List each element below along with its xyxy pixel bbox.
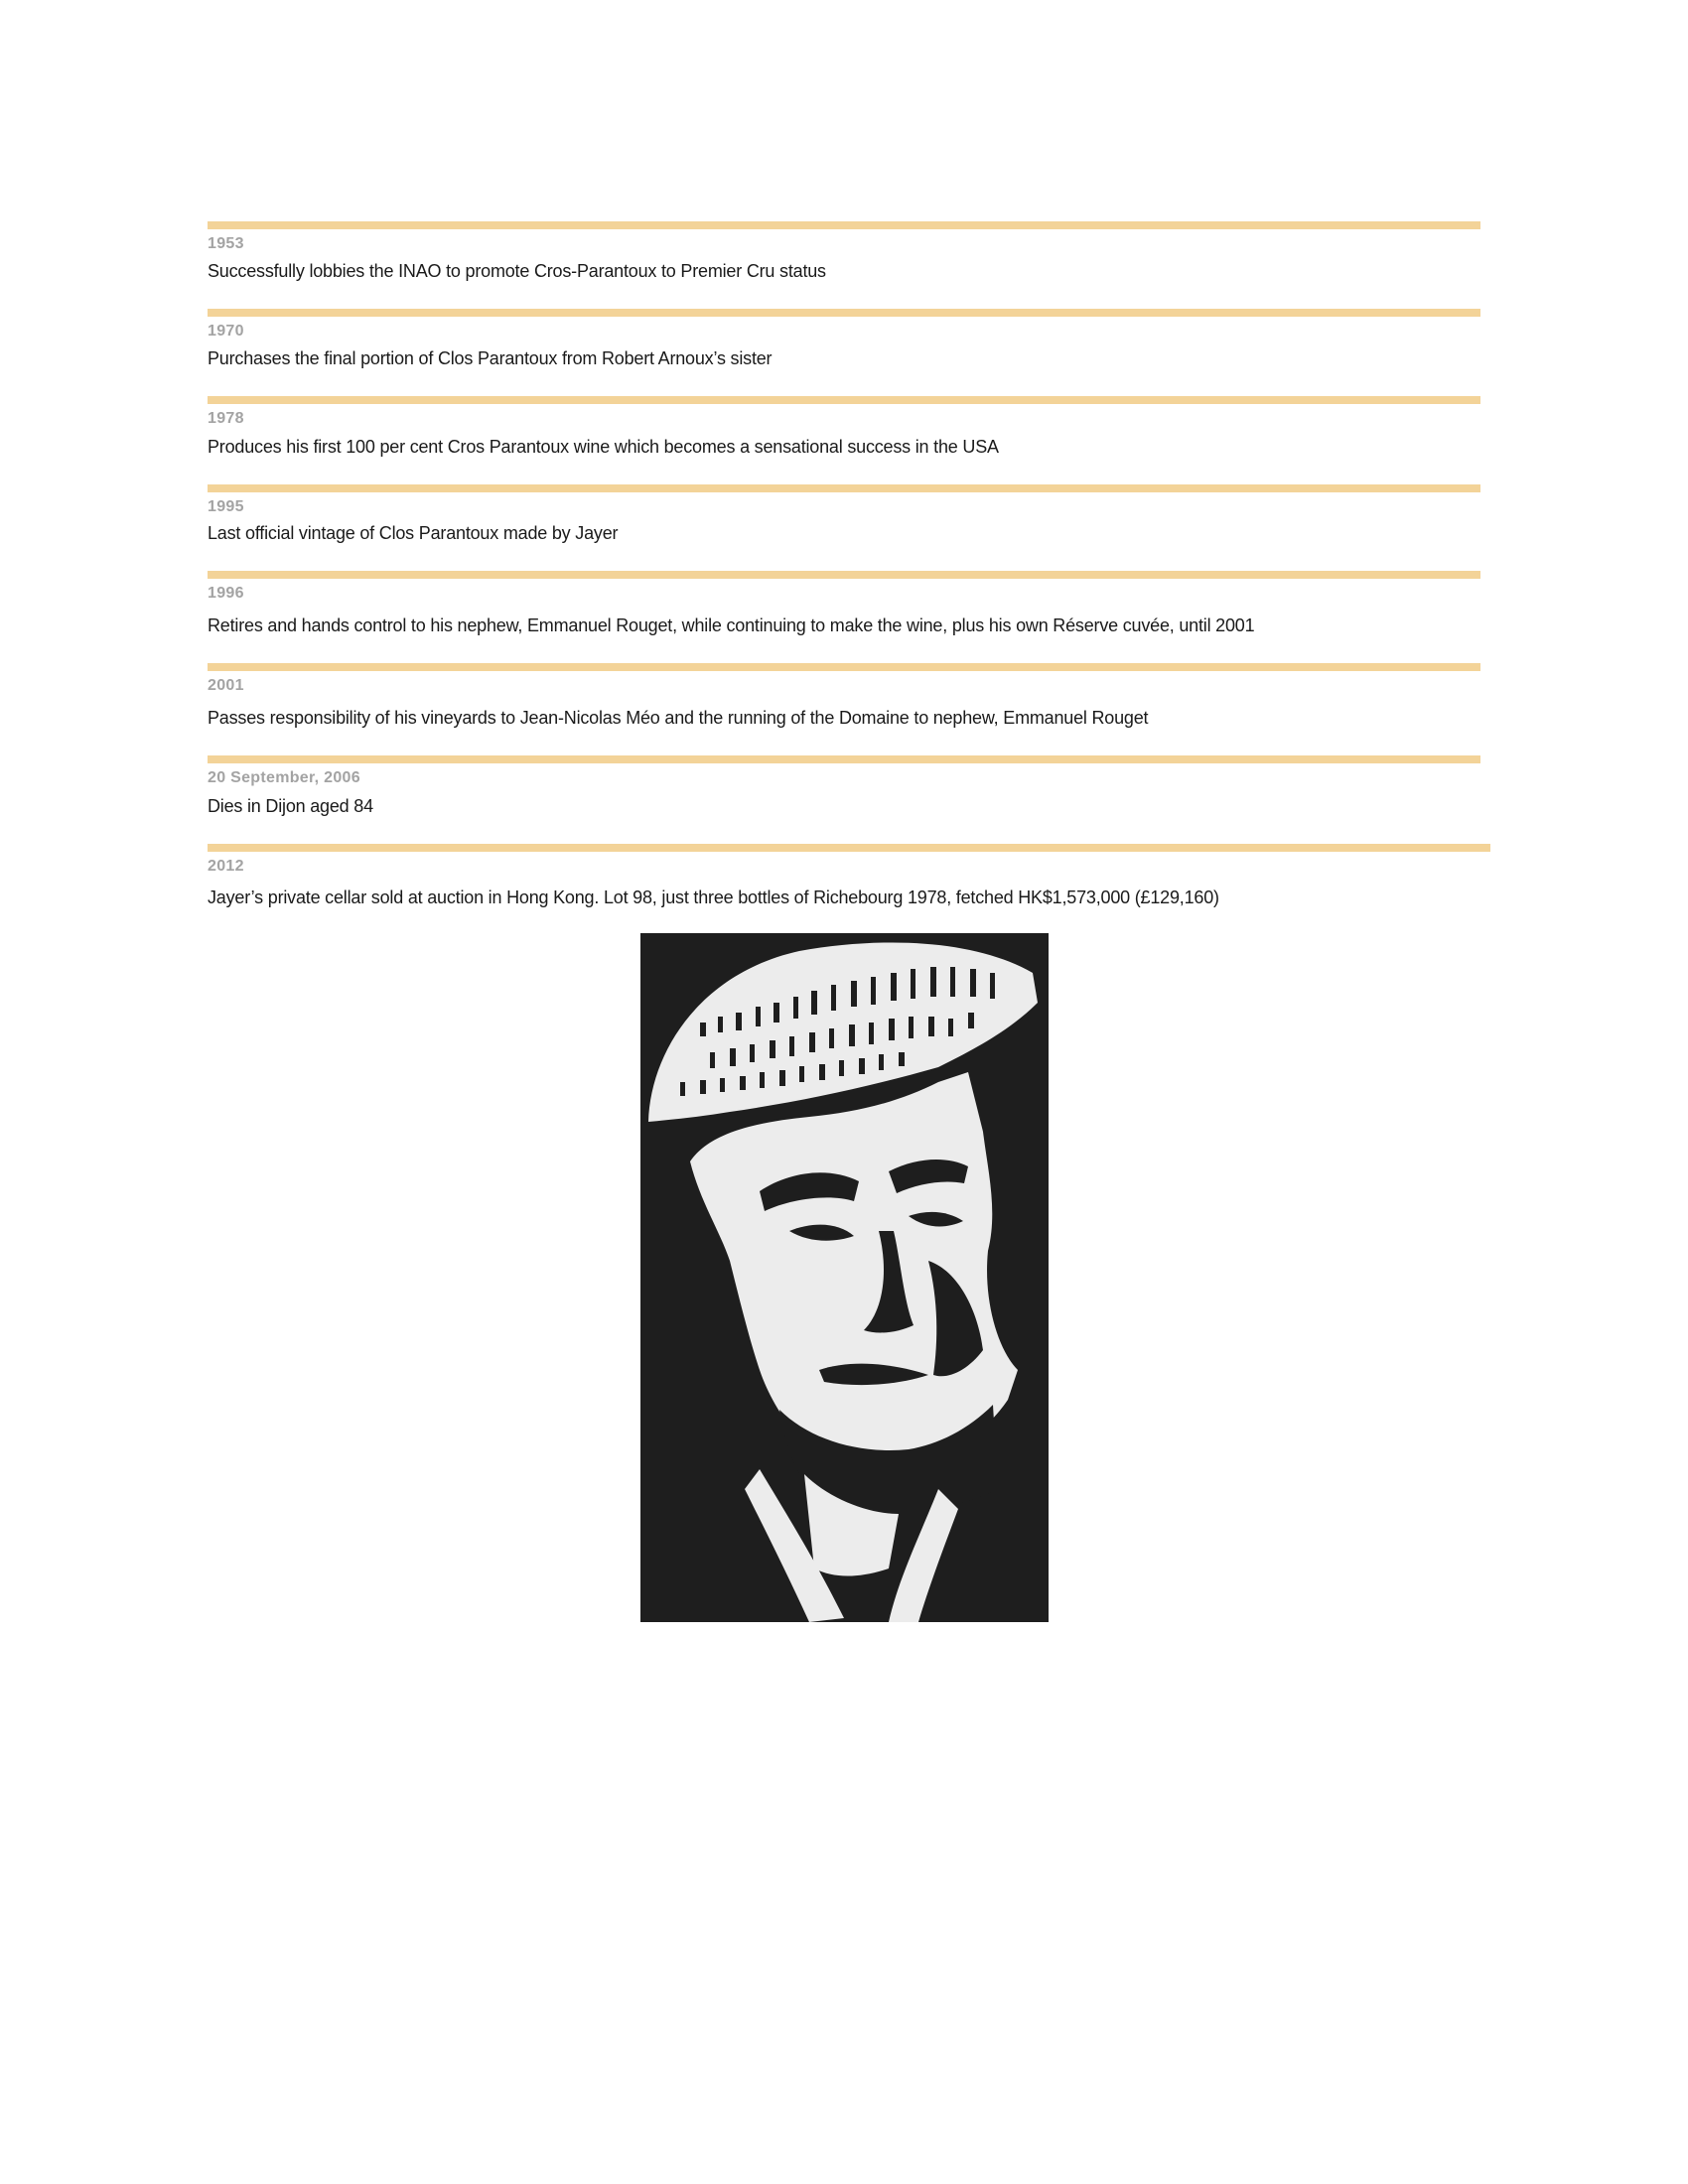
timeline-year: 20 September, 2006 [208,769,360,786]
timeline-text: Dies in Dijon aged 84 [208,796,373,816]
timeline-text: Jayer’s private cellar sold at auction in Hong Kong. Lot 98, just three bottles of Richebourg 1978, fetched HK$1,573,000 (£129,160) [208,887,1219,907]
timeline-year: 1978 [208,410,244,427]
timeline-text: Passes responsibility of his vineyards to Jean-Nicolas Méo and the running of the Domaine to nephew, Emmanuel Rouget [208,708,1149,728]
timeline-year: 1996 [208,585,244,602]
timeline-year: 2001 [208,677,244,694]
timeline-year: 1970 [208,323,244,340]
timeline-text: Last official vintage of Clos Parantoux made by Jayer [208,523,619,543]
portrait-illustration [640,933,1049,1622]
timeline-text: Purchases the final portion of Clos Parantoux from Robert Arnoux’s sister [208,348,773,368]
timeline-year: 2012 [208,858,244,875]
timeline-divider [208,571,1480,579]
timeline-text: Successfully lobbies the INAO to promote Cros-Parantoux to Premier Cru status [208,261,826,281]
timeline-year: 1953 [208,235,244,252]
timeline-divider [208,484,1480,492]
timeline-year: 1995 [208,498,244,515]
timeline-divider [208,396,1480,404]
timeline-divider [208,844,1490,852]
timeline-divider [208,663,1480,671]
timeline-text: Retires and hands control to his nephew, Emmanuel Rouget, while continuing to make the wine, plus his own Réserve cuvée, until 2001 [208,615,1255,635]
timeline-divider [208,221,1480,229]
timeline-text: Produces his first 100 per cent Cros Parantoux wine which becomes a sensational success in the USA [208,437,999,457]
timeline-divider [208,309,1480,317]
timeline-divider [208,755,1480,763]
